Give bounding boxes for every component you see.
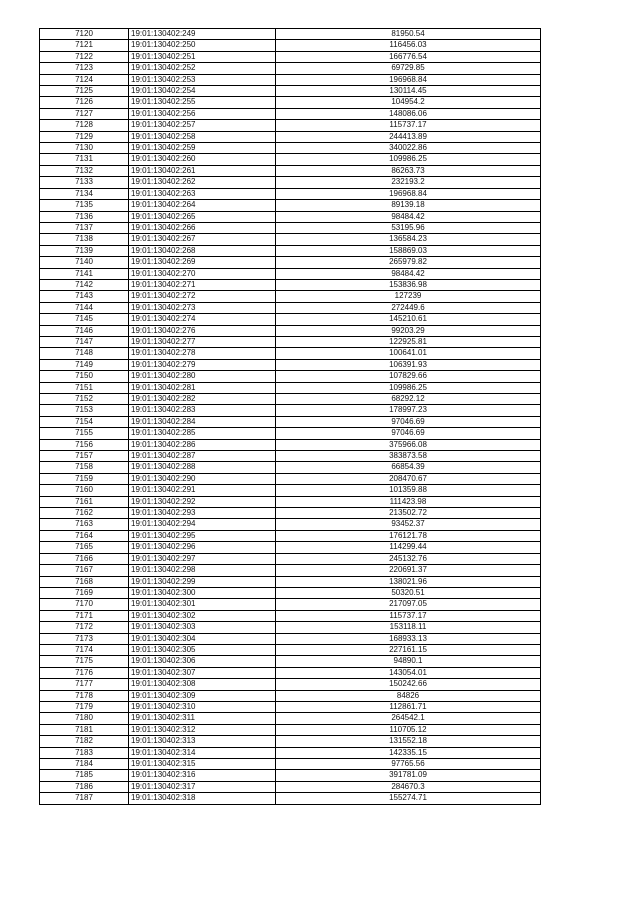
value-cell: 122925.81 xyxy=(276,336,541,347)
cadastral-number-cell: 19:01:130402:313 xyxy=(129,736,276,747)
cadastral-number-cell: 19:01:130402:286 xyxy=(129,439,276,450)
cadastral-number-cell: 19:01:130402:271 xyxy=(129,279,276,290)
cadastral-number-cell: 19:01:130402:295 xyxy=(129,530,276,541)
table-row xyxy=(40,599,541,610)
row-number-cell: 7134 xyxy=(40,188,129,199)
value-cell: 148086.06 xyxy=(276,108,541,119)
table-row xyxy=(40,770,541,781)
table-row xyxy=(40,690,541,701)
row-number-cell: 7133 xyxy=(40,177,129,188)
table-row xyxy=(40,268,541,279)
row-number-cell: 7121 xyxy=(40,40,129,51)
value-cell: 84826 xyxy=(276,690,541,701)
row-number-cell: 7159 xyxy=(40,473,129,484)
table-row xyxy=(40,508,541,519)
cadastral-number-cell: 19:01:130402:288 xyxy=(129,462,276,473)
table-row xyxy=(40,279,541,290)
value-cell: 99203.29 xyxy=(276,325,541,336)
row-number-cell: 7127 xyxy=(40,108,129,119)
cadastral-number-cell: 19:01:130402:299 xyxy=(129,576,276,587)
table-row xyxy=(40,222,541,233)
table-row xyxy=(40,29,541,40)
value-cell: 245132.76 xyxy=(276,553,541,564)
table-row xyxy=(40,245,541,256)
row-number-cell: 7184 xyxy=(40,759,129,770)
value-cell: 101359.88 xyxy=(276,485,541,496)
table-row xyxy=(40,587,541,598)
table-row xyxy=(40,428,541,439)
table-row xyxy=(40,291,541,302)
value-cell: 340022.86 xyxy=(276,143,541,154)
row-number-cell: 7131 xyxy=(40,154,129,165)
table-row xyxy=(40,462,541,473)
cadastral-number-cell: 19:01:130402:318 xyxy=(129,793,276,804)
table-row xyxy=(40,348,541,359)
value-cell: 143054.01 xyxy=(276,667,541,678)
cadastral-number-cell: 19:01:130402:259 xyxy=(129,143,276,154)
row-number-cell: 7163 xyxy=(40,519,129,530)
table-row xyxy=(40,86,541,97)
cadastral-number-cell: 19:01:130402:287 xyxy=(129,451,276,462)
cadastral-number-cell: 19:01:130402:311 xyxy=(129,713,276,724)
table-row xyxy=(40,553,541,564)
value-cell: 66854.39 xyxy=(276,462,541,473)
table-row xyxy=(40,302,541,313)
table-row xyxy=(40,656,541,667)
value-cell: 153836.98 xyxy=(276,279,541,290)
table-row xyxy=(40,701,541,712)
row-number-cell: 7183 xyxy=(40,747,129,758)
table-row xyxy=(40,736,541,747)
table-row xyxy=(40,382,541,393)
value-cell: 112861.71 xyxy=(276,701,541,712)
value-cell: 220691.37 xyxy=(276,565,541,576)
value-cell: 81950.54 xyxy=(276,29,541,40)
table-row xyxy=(40,120,541,131)
row-number-cell: 7162 xyxy=(40,508,129,519)
table-row xyxy=(40,793,541,804)
cadastral-number-cell: 19:01:130402:252 xyxy=(129,63,276,74)
row-number-cell: 7160 xyxy=(40,485,129,496)
cadastral-number-cell: 19:01:130402:317 xyxy=(129,781,276,792)
value-cell: 98484.42 xyxy=(276,211,541,222)
table-row xyxy=(40,724,541,735)
value-cell: 107829.66 xyxy=(276,371,541,382)
value-cell: 138021.96 xyxy=(276,576,541,587)
value-cell: 127239 xyxy=(276,291,541,302)
row-number-cell: 7156 xyxy=(40,439,129,450)
row-number-cell: 7165 xyxy=(40,542,129,553)
table-row xyxy=(40,747,541,758)
cadastral-number-cell: 19:01:130402:264 xyxy=(129,200,276,211)
row-number-cell: 7164 xyxy=(40,530,129,541)
value-cell: 232193.2 xyxy=(276,177,541,188)
table-row xyxy=(40,74,541,85)
value-cell: 106391.93 xyxy=(276,359,541,370)
row-number-cell: 7170 xyxy=(40,599,129,610)
cadastral-number-cell: 19:01:130402:285 xyxy=(129,428,276,439)
table-row xyxy=(40,667,541,678)
cadastral-number-cell: 19:01:130402:312 xyxy=(129,724,276,735)
table-row xyxy=(40,679,541,690)
row-number-cell: 7180 xyxy=(40,713,129,724)
value-cell: 213502.72 xyxy=(276,508,541,519)
value-cell: 155274.71 xyxy=(276,793,541,804)
table-row xyxy=(40,234,541,245)
cadastral-number-cell: 19:01:130402:279 xyxy=(129,359,276,370)
table-row xyxy=(40,394,541,405)
row-number-cell: 7128 xyxy=(40,120,129,131)
value-cell: 136584.23 xyxy=(276,234,541,245)
cadastral-number-cell: 19:01:130402:303 xyxy=(129,622,276,633)
table-row xyxy=(40,565,541,576)
row-number-cell: 7177 xyxy=(40,679,129,690)
cadastral-number-cell: 19:01:130402:277 xyxy=(129,336,276,347)
value-cell: 111423.98 xyxy=(276,496,541,507)
value-cell: 69729.85 xyxy=(276,63,541,74)
table-row xyxy=(40,610,541,621)
cadastral-number-cell: 19:01:130402:269 xyxy=(129,257,276,268)
row-number-cell: 7174 xyxy=(40,644,129,655)
table-row xyxy=(40,165,541,176)
value-cell: 110705.12 xyxy=(276,724,541,735)
table-row xyxy=(40,576,541,587)
value-cell: 50320.51 xyxy=(276,587,541,598)
cadastral-number-cell: 19:01:130402:281 xyxy=(129,382,276,393)
row-number-cell: 7136 xyxy=(40,211,129,222)
row-number-cell: 7125 xyxy=(40,86,129,97)
table-row xyxy=(40,530,541,541)
row-number-cell: 7129 xyxy=(40,131,129,142)
value-cell: 166776.54 xyxy=(276,51,541,62)
row-number-cell: 7178 xyxy=(40,690,129,701)
row-number-cell: 7157 xyxy=(40,451,129,462)
cadastral-number-cell: 19:01:130402:308 xyxy=(129,679,276,690)
table-row xyxy=(40,200,541,211)
row-number-cell: 7166 xyxy=(40,553,129,564)
row-number-cell: 7130 xyxy=(40,143,129,154)
value-cell: 116456.03 xyxy=(276,40,541,51)
cadastral-number-cell: 19:01:130402:315 xyxy=(129,759,276,770)
document-page xyxy=(39,28,541,805)
row-number-cell: 7123 xyxy=(40,63,129,74)
row-number-cell: 7149 xyxy=(40,359,129,370)
table-row xyxy=(40,371,541,382)
cadastral-number-cell: 19:01:130402:260 xyxy=(129,154,276,165)
table-row xyxy=(40,519,541,530)
row-number-cell: 7168 xyxy=(40,576,129,587)
value-cell: 265979.82 xyxy=(276,257,541,268)
row-number-cell: 7154 xyxy=(40,416,129,427)
value-cell: 97765.56 xyxy=(276,759,541,770)
cadastral-number-cell: 19:01:130402:314 xyxy=(129,747,276,758)
data-table xyxy=(39,28,541,805)
table-row xyxy=(40,336,541,347)
row-number-cell: 7126 xyxy=(40,97,129,108)
table-row xyxy=(40,473,541,484)
table-row xyxy=(40,177,541,188)
cadastral-number-cell: 19:01:130402:253 xyxy=(129,74,276,85)
value-cell: 97046.69 xyxy=(276,428,541,439)
table-row xyxy=(40,188,541,199)
cadastral-number-cell: 19:01:130402:250 xyxy=(129,40,276,51)
cadastral-number-cell: 19:01:130402:249 xyxy=(129,29,276,40)
table-row xyxy=(40,143,541,154)
cadastral-number-cell: 19:01:130402:298 xyxy=(129,565,276,576)
value-cell: 383873.58 xyxy=(276,451,541,462)
row-number-cell: 7143 xyxy=(40,291,129,302)
value-cell: 176121.78 xyxy=(276,530,541,541)
row-number-cell: 7135 xyxy=(40,200,129,211)
cadastral-number-cell: 19:01:130402:267 xyxy=(129,234,276,245)
cadastral-number-cell: 19:01:130402:263 xyxy=(129,188,276,199)
value-cell: 104954.2 xyxy=(276,97,541,108)
row-number-cell: 7185 xyxy=(40,770,129,781)
row-number-cell: 7171 xyxy=(40,610,129,621)
cadastral-number-cell: 19:01:130402:274 xyxy=(129,314,276,325)
row-number-cell: 7141 xyxy=(40,268,129,279)
value-cell: 196968.84 xyxy=(276,188,541,199)
value-cell: 86263.73 xyxy=(276,165,541,176)
cadastral-number-cell: 19:01:130402:280 xyxy=(129,371,276,382)
table-row xyxy=(40,644,541,655)
table-row xyxy=(40,416,541,427)
row-number-cell: 7179 xyxy=(40,701,129,712)
row-number-cell: 7150 xyxy=(40,371,129,382)
table-row xyxy=(40,51,541,62)
cadastral-number-cell: 19:01:130402:261 xyxy=(129,165,276,176)
cadastral-number-cell: 19:01:130402:266 xyxy=(129,222,276,233)
table-row xyxy=(40,496,541,507)
row-number-cell: 7161 xyxy=(40,496,129,507)
row-number-cell: 7120 xyxy=(40,29,129,40)
row-number-cell: 7153 xyxy=(40,405,129,416)
cadastral-number-cell: 19:01:130402:278 xyxy=(129,348,276,359)
cadastral-number-cell: 19:01:130402:265 xyxy=(129,211,276,222)
cadastral-number-cell: 19:01:130402:310 xyxy=(129,701,276,712)
row-number-cell: 7176 xyxy=(40,667,129,678)
cadastral-number-cell: 19:01:130402:256 xyxy=(129,108,276,119)
value-cell: 196968.84 xyxy=(276,74,541,85)
cadastral-number-cell: 19:01:130402:291 xyxy=(129,485,276,496)
row-number-cell: 7146 xyxy=(40,325,129,336)
value-cell: 68292.12 xyxy=(276,394,541,405)
row-number-cell: 7138 xyxy=(40,234,129,245)
row-number-cell: 7169 xyxy=(40,587,129,598)
table-row xyxy=(40,405,541,416)
table-row xyxy=(40,97,541,108)
row-number-cell: 7137 xyxy=(40,222,129,233)
value-cell: 97046.69 xyxy=(276,416,541,427)
value-cell: 168933.13 xyxy=(276,633,541,644)
value-cell: 142335.15 xyxy=(276,747,541,758)
cadastral-number-cell: 19:01:130402:283 xyxy=(129,405,276,416)
cadastral-number-cell: 19:01:130402:258 xyxy=(129,131,276,142)
table-body xyxy=(40,29,541,805)
value-cell: 227161.15 xyxy=(276,644,541,655)
table-row xyxy=(40,257,541,268)
value-cell: 130114.45 xyxy=(276,86,541,97)
cadastral-number-cell: 19:01:130402:294 xyxy=(129,519,276,530)
row-number-cell: 7145 xyxy=(40,314,129,325)
table-row xyxy=(40,713,541,724)
row-number-cell: 7173 xyxy=(40,633,129,644)
row-number-cell: 7132 xyxy=(40,165,129,176)
value-cell: 264542.1 xyxy=(276,713,541,724)
value-cell: 217097.05 xyxy=(276,599,541,610)
value-cell: 109986.25 xyxy=(276,382,541,393)
value-cell: 244413.89 xyxy=(276,131,541,142)
value-cell: 115737.17 xyxy=(276,610,541,621)
row-number-cell: 7122 xyxy=(40,51,129,62)
value-cell: 98484.42 xyxy=(276,268,541,279)
table-row xyxy=(40,485,541,496)
value-cell: 89139.18 xyxy=(276,200,541,211)
table-row xyxy=(40,211,541,222)
row-number-cell: 7124 xyxy=(40,74,129,85)
value-cell: 208470.67 xyxy=(276,473,541,484)
cadastral-number-cell: 19:01:130402:272 xyxy=(129,291,276,302)
row-number-cell: 7144 xyxy=(40,302,129,313)
table-row xyxy=(40,131,541,142)
value-cell: 284670.3 xyxy=(276,781,541,792)
row-number-cell: 7167 xyxy=(40,565,129,576)
cadastral-number-cell: 19:01:130402:276 xyxy=(129,325,276,336)
cadastral-number-cell: 19:01:130402:304 xyxy=(129,633,276,644)
cadastral-number-cell: 19:01:130402:251 xyxy=(129,51,276,62)
cadastral-number-cell: 19:01:130402:306 xyxy=(129,656,276,667)
cadastral-number-cell: 19:01:130402:297 xyxy=(129,553,276,564)
cadastral-number-cell: 19:01:130402:268 xyxy=(129,245,276,256)
row-number-cell: 7175 xyxy=(40,656,129,667)
table-row xyxy=(40,359,541,370)
table-row xyxy=(40,63,541,74)
cadastral-number-cell: 19:01:130402:284 xyxy=(129,416,276,427)
cadastral-number-cell: 19:01:130402:273 xyxy=(129,302,276,313)
value-cell: 93452.37 xyxy=(276,519,541,530)
value-cell: 145210.61 xyxy=(276,314,541,325)
row-number-cell: 7181 xyxy=(40,724,129,735)
cadastral-number-cell: 19:01:130402:307 xyxy=(129,667,276,678)
table-row xyxy=(40,451,541,462)
table-row xyxy=(40,622,541,633)
value-cell: 114299.44 xyxy=(276,542,541,553)
value-cell: 131552.18 xyxy=(276,736,541,747)
row-number-cell: 7158 xyxy=(40,462,129,473)
value-cell: 272449.6 xyxy=(276,302,541,313)
value-cell: 150242.66 xyxy=(276,679,541,690)
row-number-cell: 7182 xyxy=(40,736,129,747)
cadastral-number-cell: 19:01:130402:270 xyxy=(129,268,276,279)
table-row xyxy=(40,759,541,770)
table-row xyxy=(40,633,541,644)
row-number-cell: 7142 xyxy=(40,279,129,290)
row-number-cell: 7151 xyxy=(40,382,129,393)
cadastral-number-cell: 19:01:130402:302 xyxy=(129,610,276,621)
table-row xyxy=(40,325,541,336)
row-number-cell: 7187 xyxy=(40,793,129,804)
table-row xyxy=(40,108,541,119)
cadastral-number-cell: 19:01:130402:316 xyxy=(129,770,276,781)
value-cell: 115737.17 xyxy=(276,120,541,131)
cadastral-number-cell: 19:01:130402:301 xyxy=(129,599,276,610)
value-cell: 100641.01 xyxy=(276,348,541,359)
cadastral-number-cell: 19:01:130402:290 xyxy=(129,473,276,484)
cadastral-number-cell: 19:01:130402:262 xyxy=(129,177,276,188)
row-number-cell: 7152 xyxy=(40,394,129,405)
cadastral-number-cell: 19:01:130402:254 xyxy=(129,86,276,97)
value-cell: 53195.96 xyxy=(276,222,541,233)
table-row xyxy=(40,542,541,553)
value-cell: 158869.03 xyxy=(276,245,541,256)
cadastral-number-cell: 19:01:130402:257 xyxy=(129,120,276,131)
row-number-cell: 7140 xyxy=(40,257,129,268)
cadastral-number-cell: 19:01:130402:296 xyxy=(129,542,276,553)
value-cell: 109986.25 xyxy=(276,154,541,165)
row-number-cell: 7186 xyxy=(40,781,129,792)
cadastral-number-cell: 19:01:130402:305 xyxy=(129,644,276,655)
value-cell: 153118.11 xyxy=(276,622,541,633)
cadastral-number-cell: 19:01:130402:255 xyxy=(129,97,276,108)
cadastral-number-cell: 19:01:130402:293 xyxy=(129,508,276,519)
row-number-cell: 7147 xyxy=(40,336,129,347)
cadastral-number-cell: 19:01:130402:309 xyxy=(129,690,276,701)
table-row xyxy=(40,439,541,450)
row-number-cell: 7139 xyxy=(40,245,129,256)
table-row xyxy=(40,314,541,325)
table-row xyxy=(40,40,541,51)
value-cell: 391781.09 xyxy=(276,770,541,781)
row-number-cell: 7148 xyxy=(40,348,129,359)
cadastral-number-cell: 19:01:130402:282 xyxy=(129,394,276,405)
value-cell: 94890.1 xyxy=(276,656,541,667)
row-number-cell: 7155 xyxy=(40,428,129,439)
row-number-cell: 7172 xyxy=(40,622,129,633)
table-row xyxy=(40,154,541,165)
table-row xyxy=(40,781,541,792)
value-cell: 178997.23 xyxy=(276,405,541,416)
cadastral-number-cell: 19:01:130402:300 xyxy=(129,587,276,598)
value-cell: 375966.08 xyxy=(276,439,541,450)
cadastral-number-cell: 19:01:130402:292 xyxy=(129,496,276,507)
